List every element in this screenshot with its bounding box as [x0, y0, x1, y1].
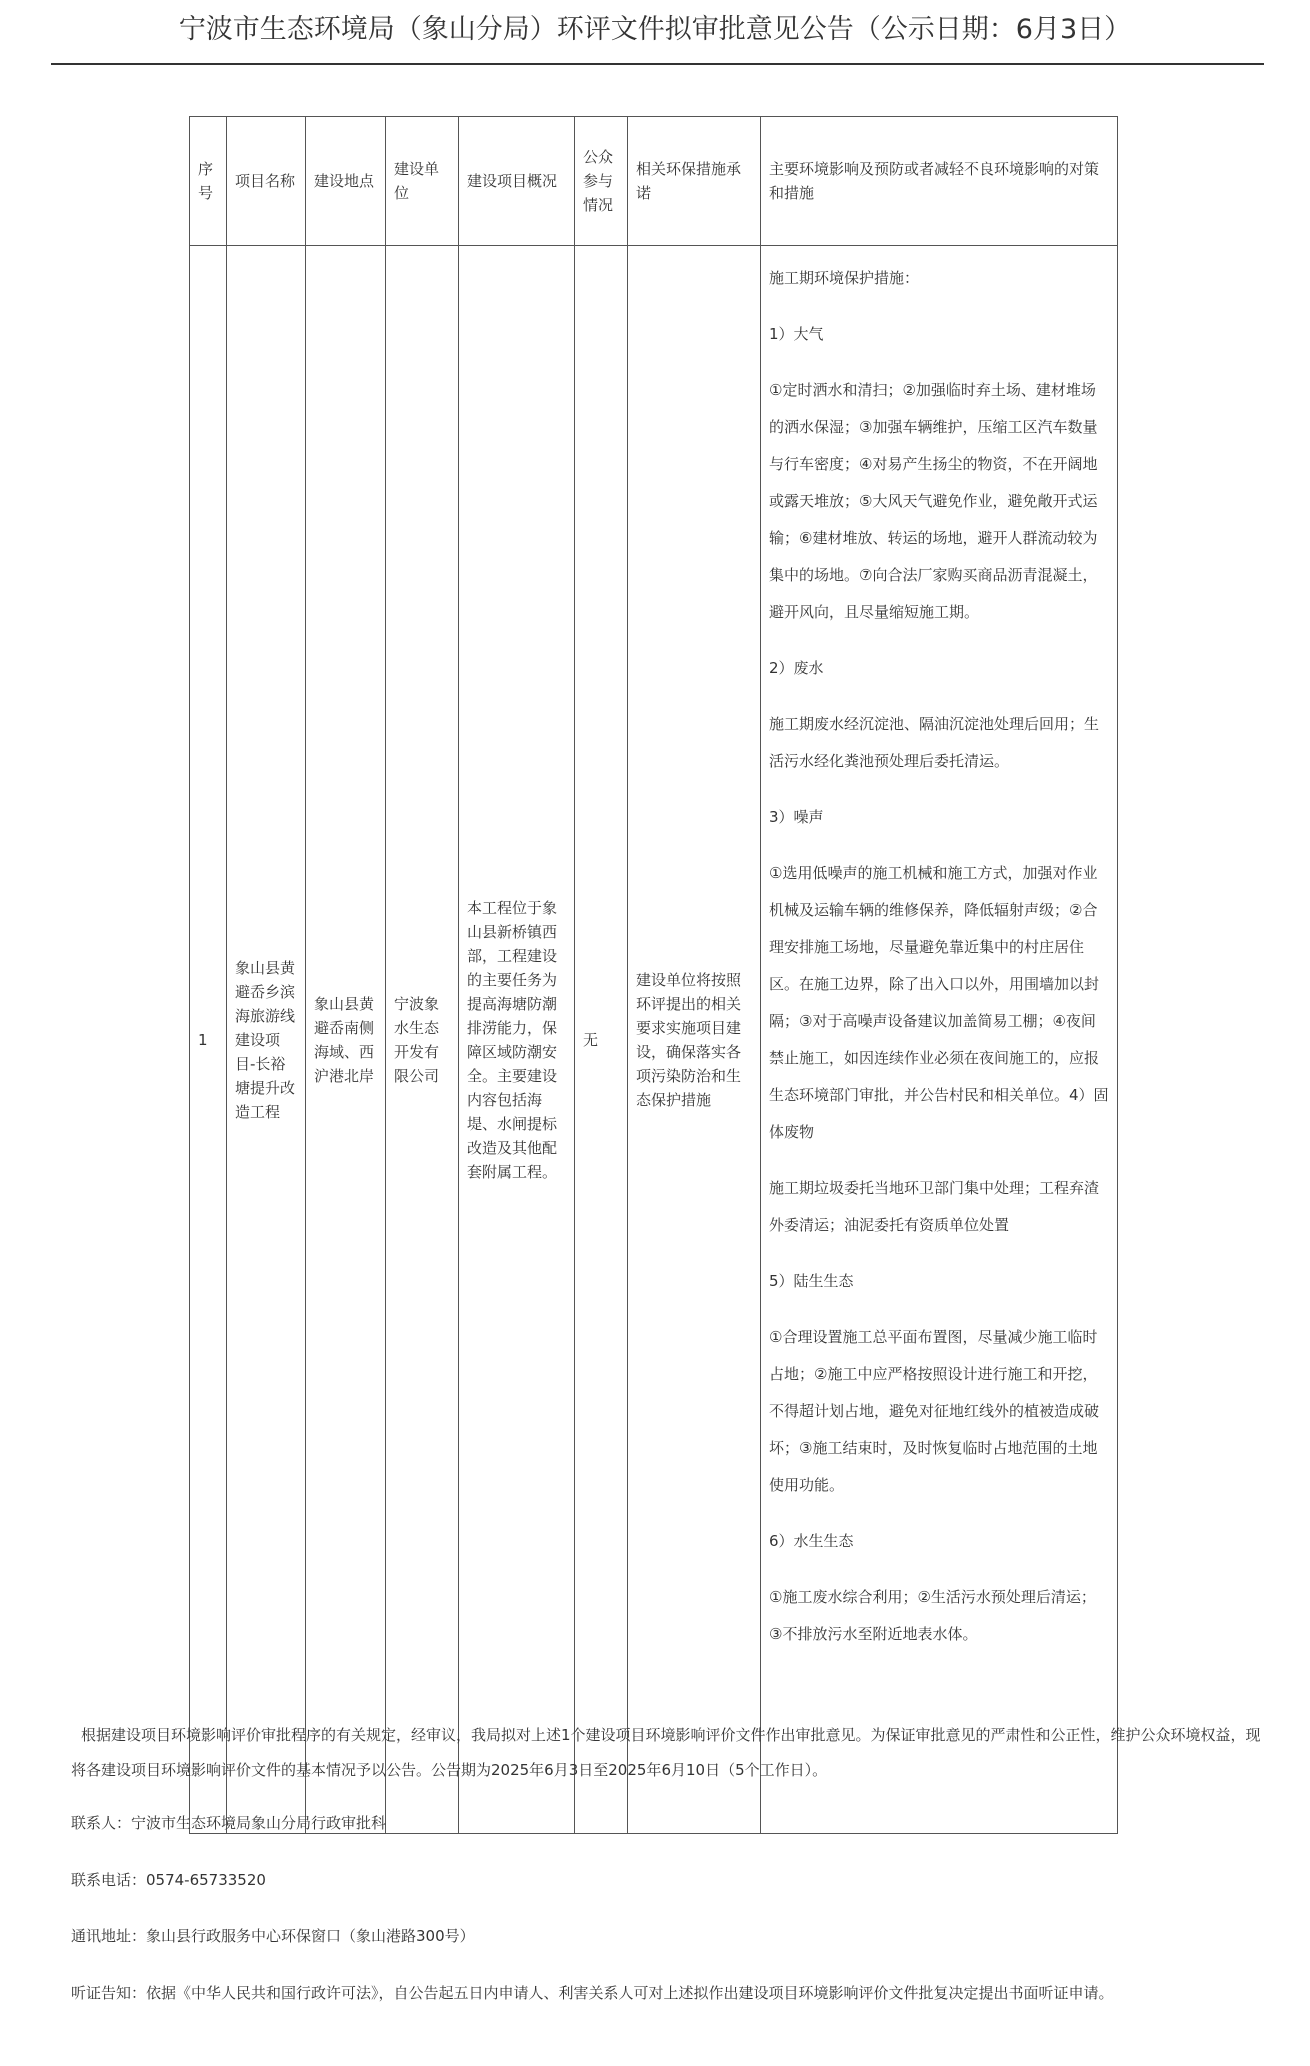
approval-table	[189, 116, 1118, 1834]
measures-solid-waste-text: 施工期垃圾委托当地环卫部门集中处理；工程弃渣外委清运；油泥委托有资质单位处置	[769, 1179, 1100, 1234]
measures-terrestrial-text: ①合理设置施工总平面布置图，尽量减少施工临时占地；②施工中应严格按照设计进行施工和开挖，不得超计划占地，避免对征地红线外的植被造成破坏；③施工结束时，及时恢复临时占地范围的土地使用功能。	[769, 1328, 1100, 1494]
measures-aquatic-heading: 6）水生生态	[769, 1532, 854, 1550]
page-title: 宁波市生态环境局（象山分局）环评文件拟审批意见公告（公示日期：6月3日）	[178, 14, 1132, 45]
footer-notice: 根据建设项目环境影响评价审批程序的有关规定，经审议，我局拟对上述1个建设项目环境影响评价文件作出审批意见。为保证审批意见的严肃性和公正性，维护公众环境权益，现将各建设项目环境影响评价文件的基本情况予以公告。公告期为2025年6月3日至2025年6月10日（5个工作日）。	[71, 1726, 1261, 1779]
cell-public-participation: 无	[575, 246, 628, 1834]
header-seq: 序号	[190, 117, 227, 246]
header-overview: 建设项目概况	[459, 117, 575, 246]
cell-builder: 宁波象水生态开发有限公司	[386, 246, 459, 1834]
cell-measures	[761, 246, 1118, 1834]
table-header-row	[190, 117, 1118, 246]
measures-noise-heading: 3）噪声	[769, 808, 824, 826]
measures-noise-text: ①选用低噪声的施工机械和施工方式，加强对作业机械及运输车辆的维修保养，降低辐射声级；②合理安排施工场地，尽量避免靠近集中的村庄居住区。在施工边界，除了出入口以外，用围墙加以封隔；③对于高噪声设备建议加盖简易工棚；④夜间禁止施工，如因连续作业必须在夜间施工的，应报生态环境部门审批，并公告村民和相关单位。4）固体废物	[769, 864, 1109, 1141]
cell-location: 象山县黄避岙南侧海域、西沪港北岸	[306, 246, 386, 1834]
contact-phone: 联系电话：0574-65733520	[71, 1871, 266, 1889]
header-commitment: 相关环保措施承诺	[628, 117, 761, 246]
cell-commitment: 建设单位将按照环评提出的相关要求实施项目建设，确保落实各项污染防治和生态保护措施	[628, 246, 761, 1834]
header-measures: 主要环境影响及预防或者减轻不良环境影响的对策和措施	[761, 117, 1118, 246]
header-builder: 建设单位	[386, 117, 459, 246]
measures-terrestrial-heading: 5）陆生生态	[769, 1272, 854, 1290]
hearing-notice: 听证告知：依据《中华人民共和国行政许可法》，自公告起五日内申请人、利害关系人可对上述拟作出建设项目环境影响评价文件批复决定提出书面听证申请。	[71, 1984, 1114, 2002]
table-row	[190, 246, 1118, 1834]
cell-seq: 1	[190, 246, 227, 1834]
measures-aquatic-text: ①施工废水综合利用；②生活污水预处理后清运；③不排放污水至附近地表水体。	[769, 1588, 1096, 1643]
measures-wastewater-text: 施工期废水经沉淀池、隔油沉淀池处理后回用；生活污水经化粪池预处理后委托清运。	[769, 715, 1100, 770]
header-public-participation: 公众参与情况	[575, 117, 628, 246]
title-divider	[51, 63, 1264, 65]
measures-air-text: ①定时洒水和清扫；②加强临时弃土场、建材堆场的洒水保湿；③加强车辆维护，压缩工区汽车数量与行车密度；④对易产生扬尘的物资，不在开阔地或露天堆放；⑤大风天气避免作业，避免敞开式运输；⑥建材堆放、转运的场地，避开人群流动较为集中的场地。⑦向合法厂家购买商品沥青混凝土，避开风向，且尽量缩短施工期。	[769, 381, 1098, 621]
header-location: 建设地点	[306, 117, 386, 246]
header-project-name: 项目名称	[227, 117, 306, 246]
measures-intro: 施工期环境保护措施：	[769, 269, 920, 287]
contact-address: 通讯地址：象山县行政服务中心环保窗口（象山港路300号）	[71, 1927, 475, 1945]
cell-overview: 本工程位于象山县新桥镇西部，工程建设的主要任务为提高海塘防潮排涝能力，保障区域防潮安全。主要建设内容包括海堤、水闸提标改造及其他配套附属工程。	[459, 246, 575, 1834]
cell-project-name: 象山县黄避岙乡滨海旅游线建设项目-长裕塘提升改造工程	[227, 246, 306, 1834]
contact-person: 联系人：宁波市生态环境局象山分局行政审批科	[71, 1814, 387, 1832]
measures-air-heading: 1）大气	[769, 325, 824, 343]
measures-wastewater-heading: 2）废水	[769, 659, 824, 677]
